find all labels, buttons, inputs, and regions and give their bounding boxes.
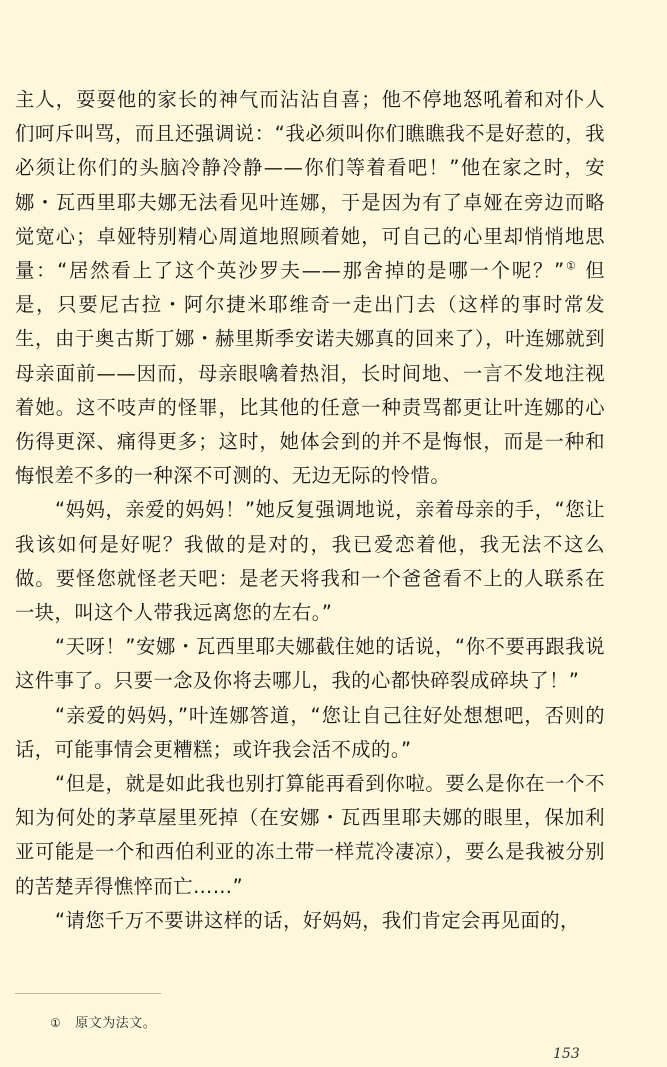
- paragraph-text: “妈妈，亲爱的妈妈！”她反复强调地说，亲着母亲的手，“您让我该如何是好呢？我做的是对的，我已爱恋着他，我无法不这么做。要怪您就怪老天吧：是老天将我和一个爸爸看不上的人联系在一块，叫这个人带我远离您的左右。”: [15, 498, 605, 625]
- paragraph: [15, 699, 605, 767]
- paragraph: [15, 493, 605, 630]
- paragraph-text: 主人，耍耍他的家长的神气而沾沾自喜；他不停地怒吼着和对仆人们呵斥叫骂，而且还强调说：“我必须叫你们瞧瞧我不是好惹的，我必须让你们的头脑冷静冷静——你们等着看吧！”他在家之时，安娜・瓦西里耶夫娜无法看见叶连娜，于是因为有了卓娅在旁边而略觉宽心；卓娅特别精心周道地照顾着她，可自己的心里却悄悄地思量：“居然看上了这个英沙罗夫——那舍掉的是哪一个呢？”: [15, 88, 605, 283]
- paragraph: [15, 83, 605, 493]
- footnote-text: 原文为法文。: [75, 1016, 157, 1031]
- page-number: 153: [553, 1046, 580, 1062]
- paragraph-text: “请您千万不要讲这样的话，好妈妈，我们肯定会再见面的，: [55, 908, 580, 932]
- footnote: [50, 1014, 156, 1033]
- footnote-reference: ①: [564, 259, 578, 273]
- paragraph: [15, 630, 605, 698]
- paragraph-text: 但是，只要尼古拉・阿尔捷米耶维奇一走出门去（这样的事时常发生，由于奥古斯丁娜・赫里斯季安诺夫娜真的回来了），叶连娜就到母亲面前——因而，母亲眼噙着热泪，长时间地、一言不发地注视着她。这不吱声的怪罪，比其他的任意一种责骂都更让叶连娜的心伤得更深、痛得更多；这时，她体会到的并不是悔恨，而是一种和悔恨差不多的一种深不可测的、无边无际的怜惜。: [15, 259, 605, 488]
- paragraph-text: “但是，就是如此我也别打算能再看到你啦。要么是你在一个不知为何处的茅草屋里死掉（在安娜・瓦西里耶夫娜的眼里，保加利亚可能是一个和西伯利亚的冻土带一样荒冷凄凉），要么是我被分别的苦楚弄得憔悴而亡……”: [15, 772, 605, 898]
- paragraph: [15, 767, 605, 904]
- paragraph-text: “天呀！”安娜・瓦西里耶夫娜截住她的话说，“你不要再跟我说这件事了。只要一念及你将去哪儿，我的心都快碎裂成碎块了！”: [15, 635, 605, 693]
- paragraph: [15, 904, 605, 938]
- footnote-divider: [15, 993, 161, 994]
- body-text: [15, 83, 605, 938]
- footnote-mark: ①: [50, 1016, 62, 1030]
- paragraph-text: “亲爱的妈妈，”叶连娜答道，“您让自己往好处想想吧，否则的话，可能事情会更糟糕；或许我会活不成的。”: [15, 703, 605, 761]
